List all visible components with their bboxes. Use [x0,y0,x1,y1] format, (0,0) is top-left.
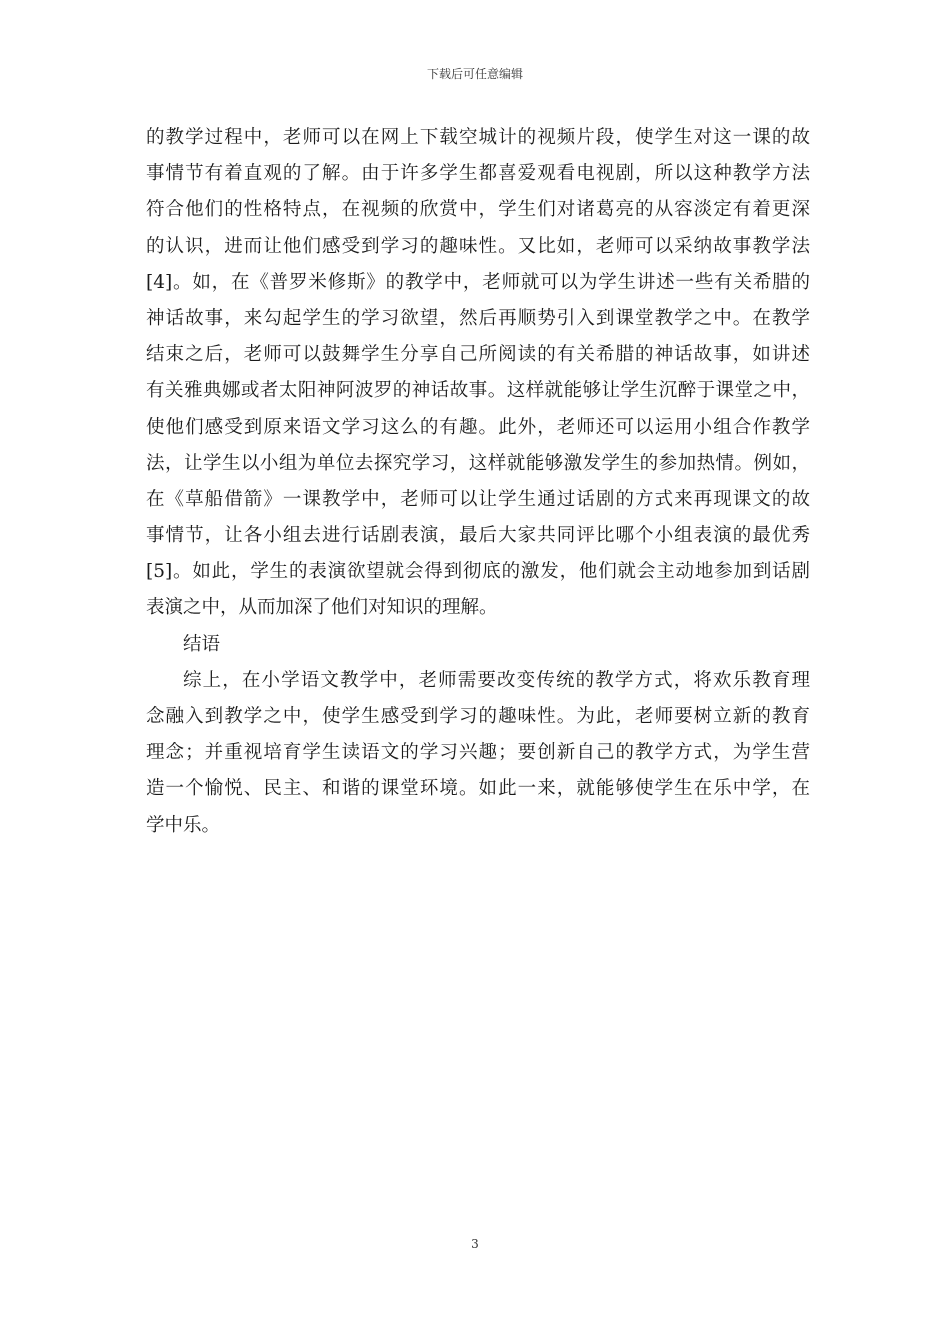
body-line: 造一个愉悦、民主、和谐的课堂环境。如此一来，就能够使学生在乐中学，在 [146,778,810,800]
body-line: 事情节，让各小组去进行话剧表演，最后大家共同评比哪个小组表演的最优秀 [146,525,810,547]
body-line: 神话故事，来勾起学生的学习欲望，然后再顺势引入到课堂教学之中。在教学 [146,307,810,329]
body-line: 表演之中，从而加深了他们对知识的理解。 [146,597,498,619]
page-number: 3 [471,1237,479,1251]
body-line: [4]。如，在《普罗米修斯》的教学中，老师就可以为学生讲述一些有关希腊的 [146,271,810,293]
document-body [146,120,810,844]
body-line: 学中乐。 [146,814,221,836]
body-line: 理念；并重视培育学生读语文的学习兴趣；要创新自己的教学方式，为学生营 [146,742,810,764]
body-line: 符合他们的性格特点，在视频的欣赏中，学生们对诸葛亮的从容淡定有着更深 [146,199,810,221]
body-line: 在《草船借箭》一课教学中，老师可以让学生通过话剧的方式来再现课文的故 [146,488,810,510]
section-heading: 结语 [183,633,221,655]
body-line: 的认识，进而让他们感受到学习的趣味性。又比如，老师可以采纳故事教学法 [146,235,810,257]
body-line: 有关雅典娜或者太阳神阿波罗的神话故事。这样就能够让学生沉醉于课堂之中， [146,380,810,402]
body-line: 事情节有着直观的了解。由于许多学生都喜爱观看电视剧，所以这种教学方法 [146,163,810,185]
body-line: 念融入到教学之中，使学生感受到学习的趣味性。为此，老师要树立新的教育 [146,706,810,727]
body-line: 综上，在小学语文教学中，老师需要改变传统的教学方式，将欢乐教育理 [183,669,810,691]
body-line: 的教学过程中，老师可以在网上下载空城计的视频片段，使学生对这一课的故 [146,127,810,148]
page-header: 下载后可任意编辑 [426,67,523,81]
body-line: 法，让学生以小组为单位去探究学习，这样就能够激发学生的参加热情。例如， [146,452,810,474]
body-line: 结束之后，老师可以鼓舞学生分享自己所阅读的有关希腊的神话故事，如讲述 [146,344,810,366]
body-line: 使他们感受到原来语文学习这么的有趣。此外，老师还可以运用小组合作教学 [146,416,810,438]
body-line: [5]。如此，学生的表演欲望就会得到彻底的激发，他们就会主动地参加到话剧 [146,561,810,583]
